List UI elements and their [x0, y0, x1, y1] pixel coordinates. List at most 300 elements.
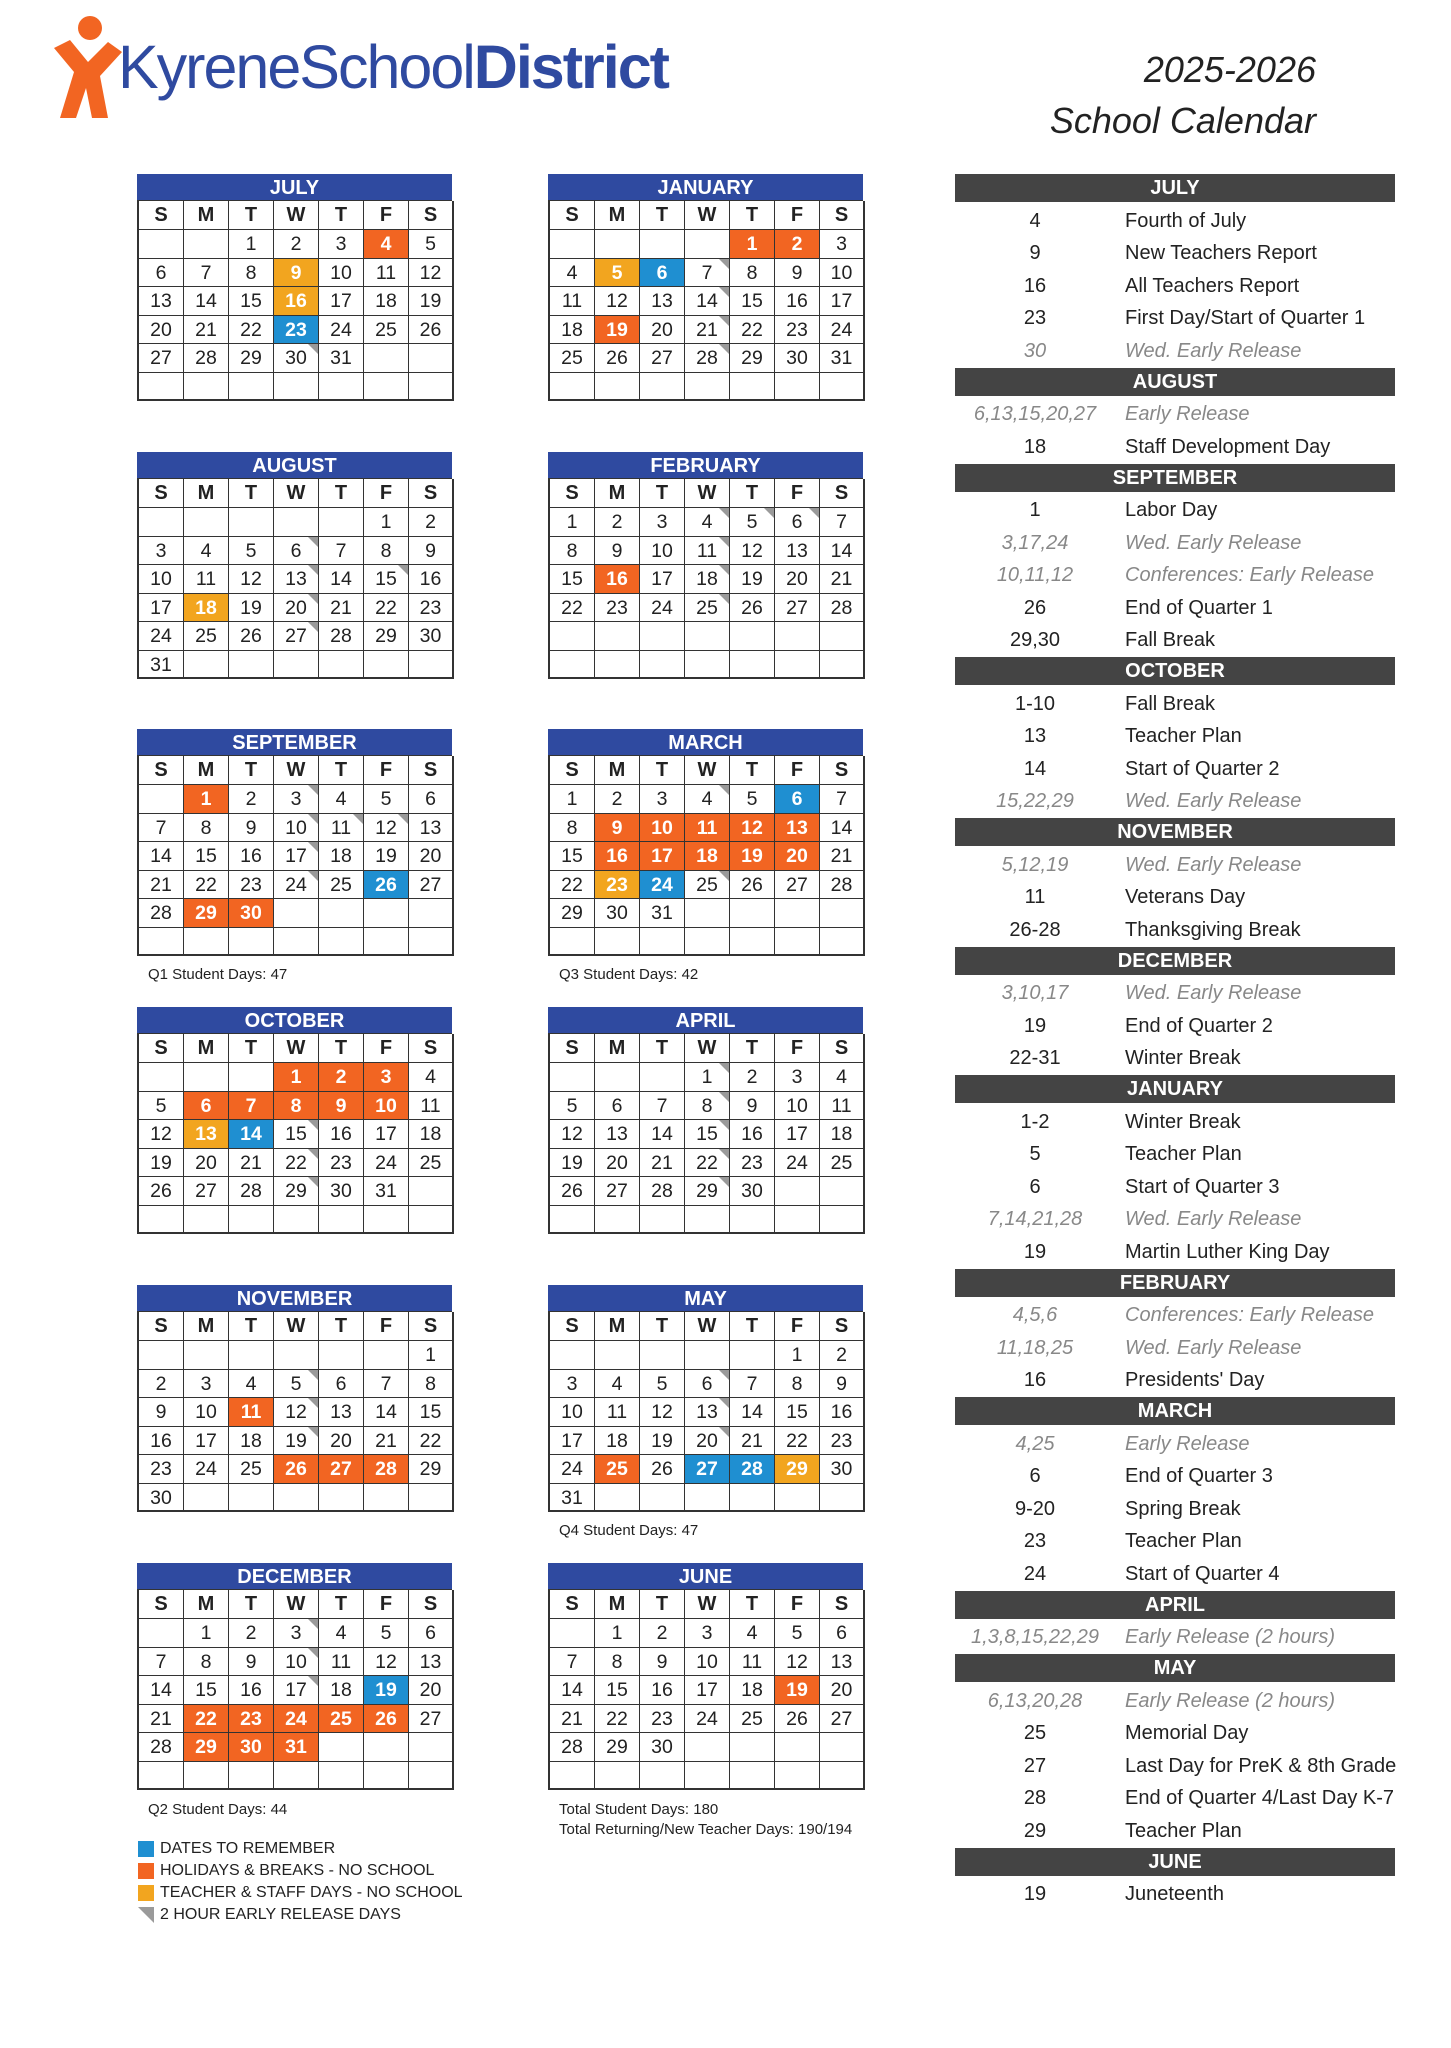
calendar-day: 7 [319, 537, 364, 566]
calendar-day: 20 [409, 1676, 454, 1705]
calendar-day: 22 [775, 1427, 820, 1456]
calendar-day: 7 [820, 508, 865, 537]
weekday-header: T [229, 201, 274, 230]
empty-day [229, 373, 274, 402]
empty-day [409, 1177, 454, 1206]
event-description: End of Quarter 1 [1125, 596, 1273, 619]
gray-triangle-icon [138, 1907, 154, 1923]
empty-day [319, 508, 364, 537]
month-header: JULY [137, 174, 452, 200]
weekday-header: S [409, 756, 454, 785]
calendar-day: 16 [640, 1676, 685, 1705]
empty-day [595, 1341, 640, 1370]
empty-day [550, 1206, 595, 1235]
calendar-day: 12 [595, 287, 640, 316]
weekday-header: M [595, 479, 640, 508]
calendar-day: 6 [775, 785, 820, 814]
calendar-day: 5 [409, 230, 454, 259]
calendar-day: 30 [775, 344, 820, 373]
event-date: 5,12,19 [1001, 853, 1069, 876]
weekday-header: T [319, 479, 364, 508]
weekday-header: F [775, 201, 820, 230]
weekday-header: T [229, 756, 274, 785]
calendar-day: 3 [685, 1619, 730, 1648]
weekday-header: T [319, 756, 364, 785]
event-description: Teacher Plan [1125, 1143, 1242, 1166]
calendar-day: 21 [730, 1427, 775, 1456]
calendar-day: 12 [364, 814, 409, 843]
calendar-day: 16 [319, 1120, 364, 1149]
empty-day [319, 651, 364, 680]
calendar-day: 10 [139, 565, 184, 594]
empty-day [595, 230, 640, 259]
district-logo [48, 14, 668, 124]
calendar-day: 28 [820, 594, 865, 623]
calendar-day: 9 [775, 259, 820, 288]
document-title [1050, 44, 1316, 146]
event-description: End of Quarter 2 [1125, 1014, 1273, 1037]
calendar-day: 5 [640, 1370, 685, 1399]
month-header: APRIL [548, 1007, 863, 1033]
empty-day [775, 1177, 820, 1206]
calendar-day: 8 [550, 537, 595, 566]
calendar-day: 4 [319, 1619, 364, 1648]
event-description: Juneteenth [1125, 1883, 1224, 1906]
calendar-day: 4 [820, 1063, 865, 1092]
calendar-day: 11 [364, 259, 409, 288]
calendar-day: 5 [550, 1092, 595, 1121]
empty-day [364, 899, 409, 928]
empty-day [775, 651, 820, 680]
empty-day [184, 373, 229, 402]
event-date: 26 [1023, 596, 1047, 619]
legend-item-holiday [138, 1860, 463, 1882]
weekday-header: S [820, 1590, 865, 1619]
empty-day [139, 1341, 184, 1370]
event-row [955, 527, 1395, 560]
weekday-header: S [550, 1590, 595, 1619]
calendar-day: 13 [274, 565, 319, 594]
event-row [955, 882, 1395, 915]
calendar-day: 3 [820, 230, 865, 259]
calendar-day: 29 [184, 899, 229, 928]
calendar-day: 10 [640, 814, 685, 843]
calendar-day: 24 [640, 594, 685, 623]
calendar-day: 6 [595, 1092, 640, 1121]
empty-day [319, 373, 364, 402]
calendar-day: 25 [730, 1705, 775, 1734]
calendar-day: 18 [685, 842, 730, 871]
school-year: 2025-2026 [1143, 49, 1316, 90]
weekday-header: S [550, 756, 595, 785]
empty-day [820, 651, 865, 680]
event-date: 25 [1023, 1722, 1047, 1745]
weekday-header: W [685, 201, 730, 230]
weekday-header: T [319, 1034, 364, 1063]
event-month-header: MARCH [955, 1397, 1395, 1425]
calendar-day: 26 [550, 1177, 595, 1206]
calendar-day: 23 [730, 1149, 775, 1178]
calendar-day: 27 [595, 1177, 640, 1206]
weekday-header: S [820, 479, 865, 508]
calendar-day: 11 [550, 287, 595, 316]
calendar-day: 12 [730, 537, 775, 566]
calendar-day: 20 [274, 594, 319, 623]
event-date: 29,30 [1009, 629, 1061, 652]
calendar-day: 12 [229, 565, 274, 594]
calendar-day: 26 [409, 316, 454, 345]
calendar-day: 28 [229, 1177, 274, 1206]
calendar-day: 29 [730, 344, 775, 373]
calendar-day: 26 [364, 871, 409, 900]
empty-day [595, 1063, 640, 1092]
calendar-day: 8 [775, 1370, 820, 1399]
calendar-day: 19 [139, 1149, 184, 1178]
event-row [955, 1428, 1395, 1461]
calendar-day: 7 [640, 1092, 685, 1121]
event-description: Teacher Plan [1125, 1530, 1242, 1553]
calendar-day: 9 [595, 537, 640, 566]
calendar-day: 7 [364, 1370, 409, 1399]
calendar-day: 22 [229, 316, 274, 345]
empty-day [685, 373, 730, 402]
weekday-header: T [730, 1590, 775, 1619]
calendar-day: 10 [319, 259, 364, 288]
calendar-day: 25 [229, 1455, 274, 1484]
calendar-day: 2 [274, 230, 319, 259]
logo-figure-icon [48, 14, 128, 124]
event-row [955, 431, 1395, 464]
calendar-day: 8 [685, 1092, 730, 1121]
calendar-day: 7 [184, 259, 229, 288]
calendar-day: 15 [685, 1120, 730, 1149]
calendar-day: 23 [319, 1149, 364, 1178]
weekday-header: F [775, 1312, 820, 1341]
total-student-days: Total Student Days: 180 [559, 1801, 719, 1818]
weekday-header: S [820, 1034, 865, 1063]
empty-day [184, 1206, 229, 1235]
calendar-day: 26 [775, 1705, 820, 1734]
weekday-header: T [229, 1312, 274, 1341]
calendar-day: 30 [640, 1733, 685, 1762]
month-grid [137, 200, 452, 401]
calendar-day: 17 [274, 842, 319, 871]
calendar-day: 14 [139, 1676, 184, 1705]
calendar-day: 21 [640, 1149, 685, 1178]
calendar-day: 4 [685, 785, 730, 814]
calendar-july [137, 174, 452, 401]
event-date: 4,5,6 [1012, 1304, 1058, 1327]
empty-day [640, 928, 685, 957]
weekday-header: T [730, 1312, 775, 1341]
q3-student-days: Q3 Student Days: 42 [559, 966, 699, 983]
calendar-day: 24 [550, 1455, 595, 1484]
event-row [955, 1622, 1395, 1655]
empty-day [820, 928, 865, 957]
weekday-header: T [730, 479, 775, 508]
calendar-day: 6 [775, 508, 820, 537]
weekday-header: W [685, 1034, 730, 1063]
calendar-day: 2 [595, 785, 640, 814]
calendar-day: 15 [550, 842, 595, 871]
calendar-day: 31 [364, 1177, 409, 1206]
calendar-day: 30 [595, 899, 640, 928]
empty-day [274, 928, 319, 957]
calendar-day: 21 [319, 594, 364, 623]
calendar-day: 12 [730, 814, 775, 843]
event-date: 3,10,17 [1001, 982, 1069, 1005]
calendar-day: 20 [139, 316, 184, 345]
calendar-august [137, 452, 452, 679]
calendar-day: 6 [685, 1370, 730, 1399]
event-description: Wed. Early Release [1125, 982, 1302, 1005]
empty-day [820, 1206, 865, 1235]
total-teacher-days: Total Returning/New Teacher Days: 190/194 [559, 1821, 853, 1838]
event-description: Spring Break [1125, 1497, 1241, 1520]
calendar-day: 29 [274, 1177, 319, 1206]
event-date: 1-10 [1014, 692, 1056, 715]
calendar-day: 13 [595, 1120, 640, 1149]
empty-day [685, 1484, 730, 1513]
calendar-day: 16 [595, 565, 640, 594]
calendar-day: 3 [319, 230, 364, 259]
calendar-day: 23 [139, 1455, 184, 1484]
month-header: JANUARY [548, 174, 863, 200]
calendar-day: 17 [550, 1427, 595, 1456]
empty-day [139, 1063, 184, 1092]
calendar-day: 15 [409, 1398, 454, 1427]
month-header: MARCH [548, 729, 863, 755]
calendar-day: 14 [364, 1398, 409, 1427]
weekday-header: T [640, 479, 685, 508]
event-description: Winter Break [1125, 1110, 1241, 1133]
calendar-day: 19 [730, 842, 775, 871]
calendar-day: 19 [364, 842, 409, 871]
calendar-day: 25 [184, 622, 229, 651]
event-row [955, 1236, 1395, 1269]
event-date: 11 [1024, 886, 1046, 909]
empty-day [775, 1484, 820, 1513]
empty-day [274, 373, 319, 402]
calendar-march [548, 729, 863, 956]
calendar-day: 26 [139, 1177, 184, 1206]
calendar-day: 20 [820, 1676, 865, 1705]
event-row [955, 978, 1395, 1011]
weekday-header: F [775, 756, 820, 785]
calendar-day: 3 [640, 785, 685, 814]
important-dates-list [955, 174, 1395, 1911]
calendar-day: 27 [640, 344, 685, 373]
calendar-day: 29 [229, 344, 274, 373]
empty-day [550, 373, 595, 402]
calendar-day: 16 [139, 1427, 184, 1456]
calendar-day: 8 [229, 259, 274, 288]
empty-day [820, 1762, 865, 1791]
empty-day [640, 1063, 685, 1092]
legend-label: DATES TO REMEMBER [160, 1840, 336, 1857]
empty-day [409, 1733, 454, 1762]
calendar-day: 3 [550, 1370, 595, 1399]
calendar-day: 23 [595, 594, 640, 623]
calendar-day: 6 [409, 1619, 454, 1648]
weekday-header: S [139, 1034, 184, 1063]
calendar-day: 24 [274, 1705, 319, 1734]
calendar-day: 13 [685, 1398, 730, 1427]
calendar-day: 5 [229, 537, 274, 566]
event-row [955, 1365, 1395, 1398]
calendar-day: 23 [229, 871, 274, 900]
empty-day [595, 373, 640, 402]
calendar-day: 21 [550, 1705, 595, 1734]
calendar-day: 21 [229, 1149, 274, 1178]
calendar-day: 2 [229, 1619, 274, 1648]
calendar-day: 21 [139, 1705, 184, 1734]
calendar-day: 25 [364, 316, 409, 345]
calendar-day: 22 [364, 594, 409, 623]
event-date: 9 [1029, 242, 1041, 265]
event-description: Wed. Early Release [1125, 790, 1302, 813]
event-description: Start of Quarter 3 [1125, 1175, 1280, 1198]
empty-day [685, 899, 730, 928]
event-description: Early Release (2 hours) [1125, 1689, 1336, 1712]
calendar-day: 1 [550, 785, 595, 814]
calendar-day: 11 [730, 1648, 775, 1677]
weekday-header: S [139, 201, 184, 230]
event-row [955, 495, 1395, 528]
calendar-december [137, 1563, 452, 1790]
weekday-header: S [550, 479, 595, 508]
empty-day [685, 1762, 730, 1791]
event-description: Wed. Early Release [1125, 1336, 1302, 1359]
calendar-day: 14 [319, 565, 364, 594]
event-row [955, 1815, 1395, 1848]
weekday-header: W [274, 756, 319, 785]
event-row [955, 1204, 1395, 1237]
weekday-header: W [274, 1034, 319, 1063]
calendar-day: 26 [595, 344, 640, 373]
calendar-day: 25 [409, 1149, 454, 1178]
weekday-header: M [595, 1590, 640, 1619]
calendar-day: 4 [409, 1063, 454, 1092]
calendar-day: 19 [595, 316, 640, 345]
empty-day [184, 1484, 229, 1513]
empty-day [184, 651, 229, 680]
event-row [955, 560, 1395, 593]
calendar-day: 22 [595, 1705, 640, 1734]
calendar-day: 16 [775, 287, 820, 316]
weekday-header: M [184, 479, 229, 508]
empty-day [550, 1619, 595, 1648]
empty-day [730, 928, 775, 957]
event-row [955, 1139, 1395, 1172]
calendar-day: 5 [775, 1619, 820, 1648]
weekday-header: S [820, 201, 865, 230]
calendar-day: 12 [640, 1398, 685, 1427]
calendar-day: 4 [229, 1370, 274, 1399]
calendar-day: 2 [229, 785, 274, 814]
empty-day [730, 1733, 775, 1762]
month-grid [548, 1311, 863, 1512]
empty-day [409, 928, 454, 957]
event-description: Winter Break [1125, 1047, 1241, 1070]
event-description: Early Release (2 hours) [1125, 1626, 1336, 1649]
calendar-day: 6 [640, 259, 685, 288]
calendar-day: 17 [640, 842, 685, 871]
calendar-day: 10 [820, 259, 865, 288]
calendar-day: 23 [775, 316, 820, 345]
calendar-day: 30 [139, 1484, 184, 1513]
calendar-day: 30 [730, 1177, 775, 1206]
calendar-day: 16 [820, 1398, 865, 1427]
calendar-day: 23 [820, 1427, 865, 1456]
calendar-day: 20 [775, 565, 820, 594]
calendar-day: 2 [409, 508, 454, 537]
event-row [955, 238, 1395, 271]
weekday-header: T [640, 1034, 685, 1063]
calendar-day: 24 [184, 1455, 229, 1484]
weekday-header: T [319, 201, 364, 230]
empty-day [364, 651, 409, 680]
calendar-day: 19 [550, 1149, 595, 1178]
empty-day [139, 1619, 184, 1648]
calendar-day: 27 [685, 1455, 730, 1484]
event-description: Early Release [1125, 403, 1250, 426]
calendar-day: 4 [730, 1619, 775, 1648]
event-date: 10,11,12 [996, 564, 1074, 587]
calendar-day: 31 [319, 344, 364, 373]
calendar-title: School Calendar [1049, 100, 1316, 141]
calendar-day: 15 [550, 565, 595, 594]
empty-day [685, 1733, 730, 1762]
calendar-day: 13 [775, 537, 820, 566]
empty-day [274, 651, 319, 680]
month-grid [137, 755, 452, 956]
calendar-day: 14 [820, 814, 865, 843]
calendar-day: 10 [274, 1648, 319, 1677]
empty-day [820, 373, 865, 402]
calendar-day: 8 [550, 814, 595, 843]
event-row [955, 625, 1395, 658]
calendar-day: 6 [184, 1092, 229, 1121]
event-description: Fall Break [1125, 692, 1216, 715]
calendar-day: 21 [820, 565, 865, 594]
empty-day [685, 622, 730, 651]
legend-item-early-release [138, 1904, 463, 1926]
calendar-day: 3 [184, 1370, 229, 1399]
weekday-header: S [139, 1312, 184, 1341]
calendar-day: 11 [685, 814, 730, 843]
event-date: 24 [1023, 1562, 1047, 1585]
calendar-day: 11 [595, 1398, 640, 1427]
calendar-day: 1 [775, 1341, 820, 1370]
event-description: New Teachers Report [1125, 242, 1317, 265]
calendar-day: 14 [229, 1120, 274, 1149]
calendar-day: 28 [820, 871, 865, 900]
event-row [955, 303, 1395, 336]
event-description: Last Day for PreK & 8th Grade [1125, 1754, 1397, 1777]
event-description: Memorial Day [1125, 1722, 1249, 1745]
empty-day [775, 373, 820, 402]
calendar-day: 9 [139, 1398, 184, 1427]
event-description: Wed. Early Release [1125, 1208, 1302, 1231]
calendar-day: 11 [820, 1092, 865, 1121]
calendar-day: 25 [319, 871, 364, 900]
event-description: Veterans Day [1125, 886, 1246, 909]
event-month-header: APRIL [955, 1591, 1395, 1619]
calendar-day: 1 [730, 230, 775, 259]
event-date: 16 [1023, 1369, 1047, 1392]
calendar-day: 13 [139, 287, 184, 316]
